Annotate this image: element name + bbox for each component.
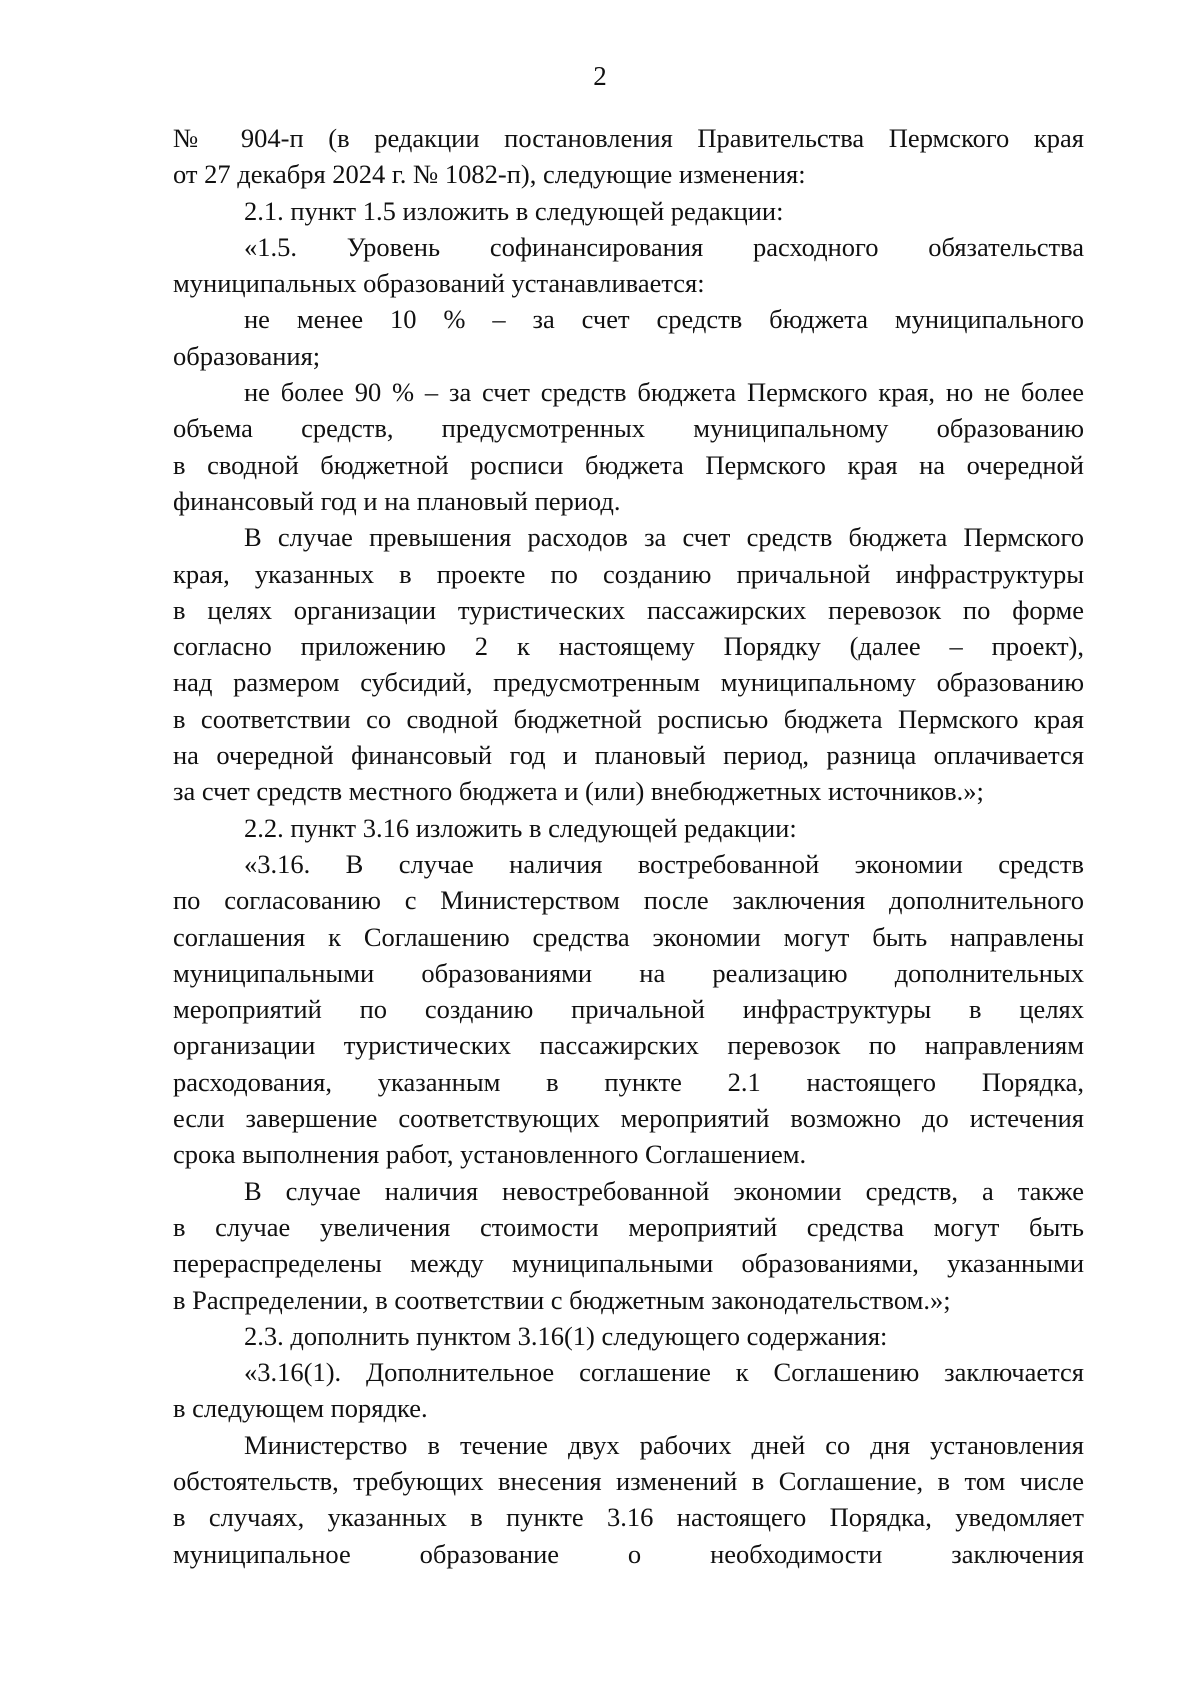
page-number: 2	[593, 61, 607, 91]
text-line: обстоятельств, требующих внесения изменений в Соглашение, в том числе	[173, 1465, 1084, 1496]
text-line: «1.5. Уровень софинансирования расходного обязательства	[244, 231, 1084, 262]
text-line: в случае увеличения стоимости мероприятий средства могут быть	[173, 1211, 1084, 1242]
text-line: расходования, указанным в пункте 2.1 настоящего Порядка,	[173, 1066, 1084, 1097]
document-body	[173, 120, 1084, 1572]
text-line: финансовый год и на плановый период.	[173, 485, 621, 516]
text-line: В случае превышения расходов за счет средств бюджета Пермского	[244, 522, 1084, 553]
text-line: № 904-п (в редакции постановления Правительства Пермского края	[173, 123, 1084, 153]
text-line: от 27 декабря 2024 г. № 1082-п), следующие изменения:	[173, 159, 806, 190]
text-line: «3.16. В случае наличия востребованной экономии средств	[244, 848, 1084, 879]
text-line: не более 90 % – за счет средств бюджета Пермского края, но не более	[244, 377, 1084, 408]
text-line: 2.1. пункт 1.5 изложить в следующей редакции:	[244, 195, 784, 226]
text-line: в следующем порядке.	[173, 1393, 428, 1424]
text-line: в соответствии со сводной бюджетной росписью бюджета Пермского края	[173, 703, 1084, 734]
text-line: муниципальное образование о необходимости заключения	[173, 1538, 1084, 1569]
text-line: организации туристических пассажирских перевозок по направлениям	[173, 1030, 1084, 1061]
text-line: края, указанных в проекте по созданию причальной инфраструктуры	[173, 558, 1084, 589]
text-line: муниципальными образованиями на реализацию дополнительных	[173, 957, 1084, 988]
text-line: срока выполнения работ, установленного Соглашением.	[173, 1139, 807, 1170]
text-line: согласно приложению 2 к настоящему Порядку (далее – проект),	[173, 631, 1084, 662]
text-line: в сводной бюджетной росписи бюджета Пермского края на очередной	[173, 449, 1084, 480]
text-line: перераспределены между муниципальными образованиями, указанными	[173, 1248, 1084, 1279]
text-line: по согласованию с Министерством после заключения дополнительного	[173, 885, 1084, 916]
text-line: образования;	[173, 340, 321, 371]
text-line: 2.3. дополнить пунктом 3.16(1) следующего содержания:	[244, 1320, 888, 1351]
text-line: В случае наличия невостребованной экономии средств, а также	[244, 1175, 1084, 1206]
text-line: в случаях, указанных в пункте 3.16 настоящего Порядка, уведомляет	[173, 1502, 1084, 1533]
text-line: не менее 10 % – за счет средств бюджета муниципального	[244, 304, 1084, 335]
text-line: мероприятий по созданию причальной инфраструктуры в целях	[173, 994, 1084, 1025]
text-line: Министерство в течение двух рабочих дней со дня установления	[244, 1429, 1084, 1460]
text-line: если завершение соответствующих мероприятий возможно до истечения	[173, 1103, 1084, 1134]
text-line: соглашения к Соглашению средства экономии могут быть направлены	[173, 921, 1084, 952]
text-line: 2.2. пункт 3.16 изложить в следующей редакции:	[244, 812, 797, 843]
text-line: за счет средств местного бюджета и (или) внебюджетных источников.»;	[173, 776, 984, 807]
text-line: над размером субсидий, предусмотренным муниципальному образованию	[173, 667, 1084, 698]
text-line: объема средств, предусмотренных муниципальному образованию	[173, 413, 1084, 444]
text-line: муниципальных образований устанавливается:	[173, 268, 705, 299]
text-line: в Распределении, в соответствии с бюджетным законодательством.»;	[173, 1284, 951, 1315]
text-line: «3.16(1). Дополнительное соглашение к Соглашению заключается	[244, 1357, 1084, 1388]
text-line: на очередной финансовый год и плановый период, разница оплачивается	[173, 740, 1084, 771]
text-line: в целях организации туристических пассажирских перевозок по форме	[173, 594, 1084, 625]
